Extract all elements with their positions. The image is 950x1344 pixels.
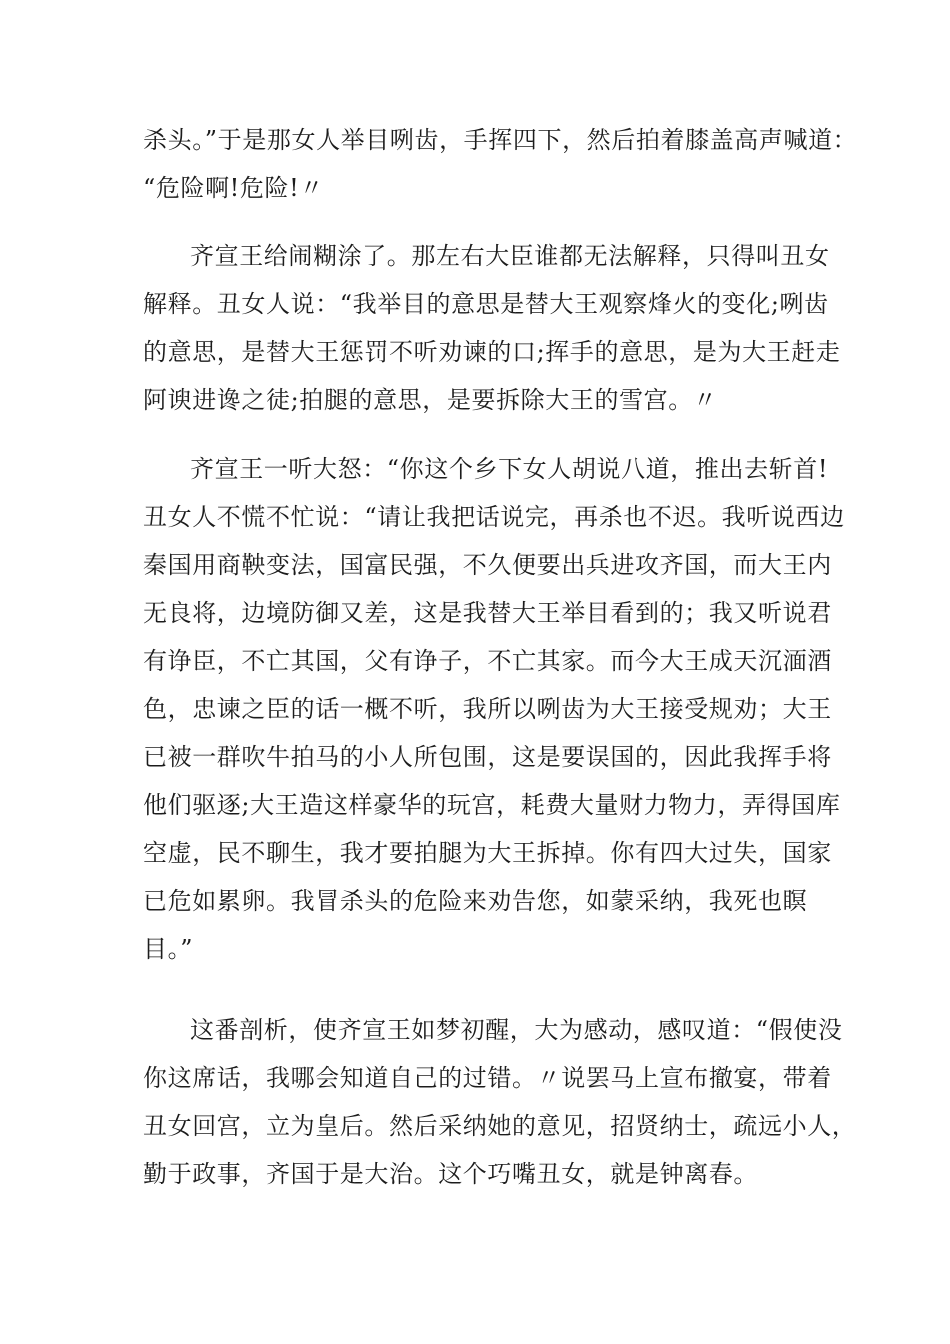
text-line: 已危如累卵。我冒杀头的危险来劝告您，如蒙采纳，我死也瞑: [143, 887, 808, 915]
text-line: “危险啊!危险!〃: [143, 174, 324, 202]
text-line: 已被一群吹牛拍马的小人所包围，这是要误国的，因此我挥手将: [143, 743, 832, 771]
text-line: 齐宣王一听大怒：“你这个乡下女人胡说八道，推出去斩首!: [190, 455, 829, 483]
text-line: 齐宣王给闹糊涂了。那左右大臣谁都无法解释，只得叫丑女: [190, 242, 830, 270]
text-line: 空虚，民不聊生，我才要拍腿为大王拆掉。你有四大过失，国家: [143, 839, 832, 867]
text-line: 这番剖析，使齐宣王如梦初醒，大为感动，感叹道：“假使没: [190, 1016, 843, 1044]
text-line: 杀头。”于是那女人举目咧齿，手挥四下，然后拍着膝盖高声喊道：: [143, 126, 858, 154]
text-line: 丑女回宫，立为皇后。然后采纳她的意见，招贤纳士，疏远小人，: [143, 1112, 857, 1140]
text-line: 目。”: [143, 935, 194, 963]
text-line: 有诤臣，不亡其国，父有诤子，不亡其家。而今大王成天沉湎酒: [143, 647, 832, 675]
text-line: 解释。丑女人说：“我举目的意思是替大王观察烽火的变化;咧齿: [143, 290, 829, 318]
text-line: 的意思，是替大王惩罚不听劝谏的口;挥手的意思，是为大王赶走: [143, 338, 841, 366]
text-line: 你这席话，我哪会知道自己的过错。〃说罢马上宣布撤宴，带着: [143, 1064, 832, 1092]
text-line: 无良将，边境防御又差，这是我替大王举目看到的；我又听说君: [143, 599, 832, 627]
text-line: 勤于政事，齐国于是大治。这个巧嘴丑女，就是钟离春。: [143, 1160, 758, 1188]
text-line: 色，忠谏之臣的话一概不听，我所以咧齿为大王接受规劝；大王: [143, 695, 832, 723]
text-line: 阿谀进谗之徒;拍腿的意思，是要拆除大王的雪宫。〃: [143, 386, 718, 414]
text-line: 他们驱逐;大王造这样豪华的玩宫，耗费大量财力物力，弄得国库: [143, 791, 841, 819]
text-line: 丑女人不慌不忙说：“请让我把话说完，再杀也不迟。我听说西边: [143, 503, 845, 531]
text-line: 秦国用商鞅变法，国富民强，不久便要出兵进攻齐国，而大王内: [143, 551, 832, 579]
